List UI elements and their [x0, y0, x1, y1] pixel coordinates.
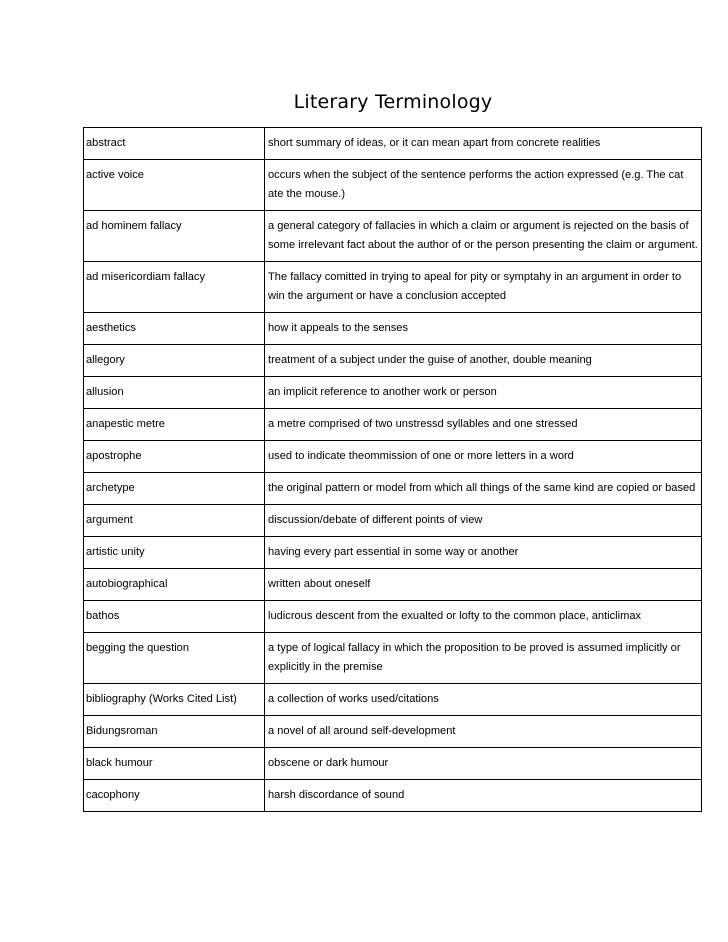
terminology-table [83, 127, 702, 812]
definition-cell: a novel of all around self-development [265, 716, 702, 748]
term-cell: bathos [84, 601, 265, 633]
terminology-table-body [84, 128, 702, 812]
term-cell: bibliography (Works Cited List) [84, 684, 265, 716]
definition-cell: a collection of works used/citations [265, 684, 702, 716]
table-row [84, 633, 702, 684]
term-cell: abstract [84, 128, 265, 160]
table-row [84, 345, 702, 377]
table-row [84, 716, 702, 748]
table-row [84, 748, 702, 780]
term-cell: active voice [84, 160, 265, 211]
definition-cell: short summary of ideas, or it can mean apart from concrete realities [265, 128, 702, 160]
table-row [84, 128, 702, 160]
term-cell: argument [84, 505, 265, 537]
table-row [84, 684, 702, 716]
definition-cell: a metre comprised of two unstressd syllables and one stressed [265, 409, 702, 441]
definition-cell: occurs when the subject of the sentence performs the action expressed (e.g. The cat ate the mouse.) [265, 160, 702, 211]
table-row [84, 601, 702, 633]
table-row [84, 409, 702, 441]
definition-cell: harsh discordance of sound [265, 780, 702, 812]
definition-cell: written about oneself [265, 569, 702, 601]
definition-cell: discussion/debate of different points of view [265, 505, 702, 537]
table-row [84, 313, 702, 345]
term-cell: anapestic metre [84, 409, 265, 441]
table-row [84, 569, 702, 601]
definition-cell: a type of logical fallacy in which the proposition to be proved is assumed implicitly or explicitly in the premise [265, 633, 702, 684]
definition-cell: a general category of fallacies in which a claim or argument is rejected on the basis of some irrelevant fact about the author of or the person presenting the claim or argument. [265, 211, 702, 262]
term-cell: cacophony [84, 780, 265, 812]
term-cell: autobiographical [84, 569, 265, 601]
definition-cell: having every part essential in some way or another [265, 537, 702, 569]
term-cell: allegory [84, 345, 265, 377]
definition-cell: ludicrous descent from the exualted or lofty to the common place, anticlimax [265, 601, 702, 633]
term-cell: ad misericordiam fallacy [84, 262, 265, 313]
term-cell: ad hominem fallacy [84, 211, 265, 262]
definition-cell: obscene or dark humour [265, 748, 702, 780]
term-cell: begging the question [84, 633, 265, 684]
term-cell: archetype [84, 473, 265, 505]
table-row [84, 505, 702, 537]
definition-cell: how it appeals to the senses [265, 313, 702, 345]
table-row [84, 211, 702, 262]
table-row [84, 473, 702, 505]
definition-cell: The fallacy comitted in trying to apeal for pity or symptahy in an argument in order to win the argument or have a conclusion accepted [265, 262, 702, 313]
term-cell: Bidungsroman [84, 716, 265, 748]
definition-cell: an implicit reference to another work or person [265, 377, 702, 409]
definition-cell: treatment of a subject under the guise of another, double meaning [265, 345, 702, 377]
term-cell: artistic unity [84, 537, 265, 569]
term-cell: allusion [84, 377, 265, 409]
definition-cell: the original pattern or model from which all things of the same kind are copied or based [265, 473, 702, 505]
table-row [84, 780, 702, 812]
table-row [84, 377, 702, 409]
table-row [84, 262, 702, 313]
table-row [84, 160, 702, 211]
page-title: Literary Terminology [293, 91, 493, 113]
term-cell: aesthetics [84, 313, 265, 345]
definition-cell: used to indicate theommission of one or more letters in a word [265, 441, 702, 473]
table-row [84, 441, 702, 473]
term-cell: black humour [84, 748, 265, 780]
table-row [84, 537, 702, 569]
term-cell: apostrophe [84, 441, 265, 473]
